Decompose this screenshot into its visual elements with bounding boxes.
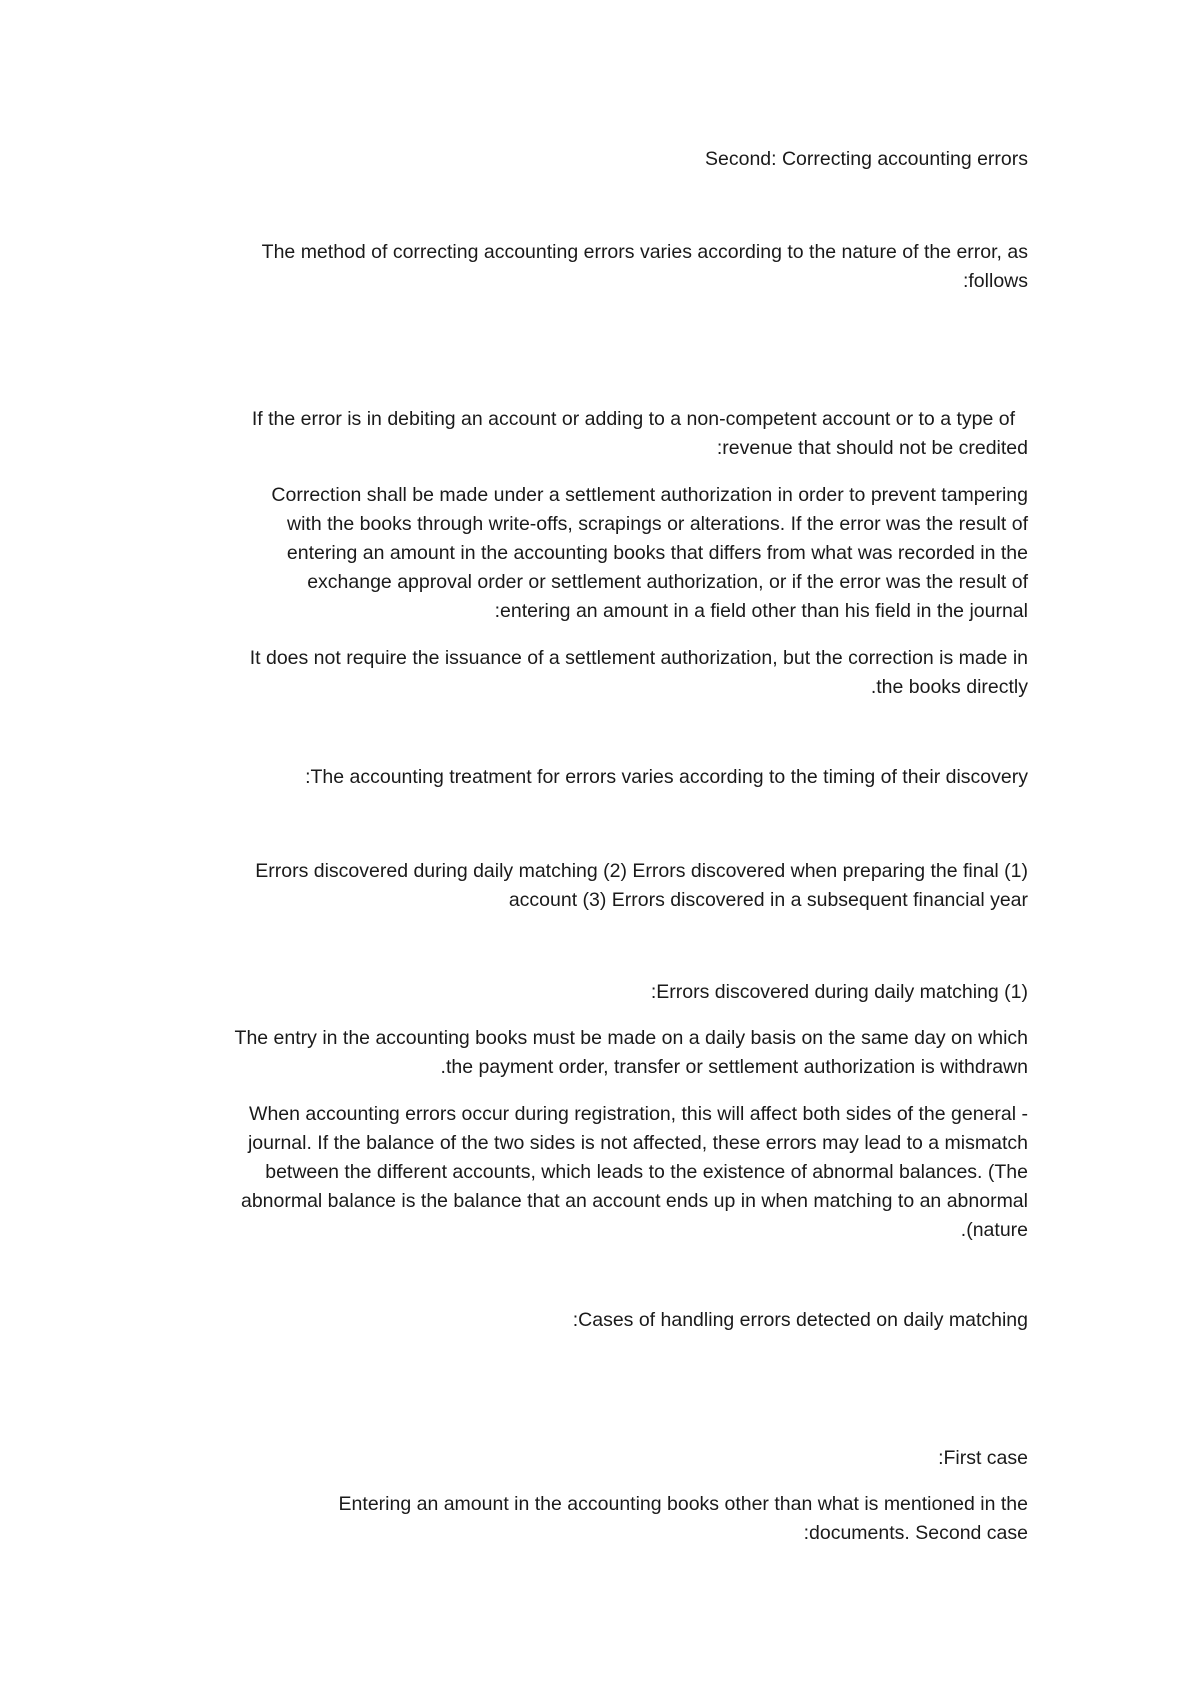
paragraph-line: Entering an amount in the accounting books other than what is mentioned in the	[338, 1493, 1028, 1515]
paragraph-line: It does not require the issuance of a settlement authorization, but the correction is made in	[249, 647, 1028, 669]
paragraph-line: entering an amount in the accounting books that differs from what was recorded in the	[286, 542, 1028, 564]
section-heading: Second: Correcting accounting errors	[705, 148, 1028, 170]
paragraph-line: .(nature	[960, 1219, 1028, 1241]
paragraph-line: :documents. Second case	[803, 1522, 1028, 1544]
paragraph-line: :The accounting treatment for errors varies according to the timing of their discovery	[305, 766, 1028, 788]
paragraph-line: The method of correcting accounting errors varies according to the nature of the error, as	[261, 241, 1028, 263]
subheading: :Cases of handling errors detected on daily matching	[572, 1309, 1028, 1331]
paragraph-line: .the payment order, transfer or settlement authorization is withdrawn	[440, 1056, 1028, 1078]
paragraph-line: Errors discovered during daily matching (2) Errors discovered when preparing the final (1)	[255, 860, 1028, 882]
paragraph-line: When accounting errors occur during registration, this will affect both sides of the general -	[249, 1103, 1028, 1125]
case-heading: :First case	[938, 1447, 1028, 1469]
paragraph-line: :entering an amount in a field other than his field in the journal	[494, 600, 1028, 622]
paragraph-line: Correction shall be made under a settlement authorization in order to prevent tampering	[271, 484, 1028, 506]
paragraph-line: :follows	[962, 270, 1028, 292]
paragraph-line: account (3) Errors discovered in a subsequent financial year	[508, 889, 1028, 911]
paragraph-line: between the different accounts, which leads to the existence of abnormal balances. (The	[265, 1161, 1028, 1183]
paragraph-line: If the error is in debiting an account or adding to a non-competent account or to a type of	[251, 408, 1015, 430]
paragraph-line: abnormal balance is the balance that an account ends up in when matching to an abnormal	[240, 1190, 1028, 1212]
paragraph-line: journal. If the balance of the two sides is not affected, these errors may lead to a mismatch	[247, 1132, 1028, 1154]
paragraph-line: with the books through write-offs, scrapings or alterations. If the error was the result of	[287, 513, 1028, 535]
paragraph-line: The entry in the accounting books must be made on a daily basis on the same day on which	[234, 1027, 1028, 1049]
subheading: :Errors discovered during daily matching (1)	[650, 981, 1028, 1003]
paragraph-line: :revenue that should not be credited	[716, 437, 1028, 459]
paragraph-line: exchange approval order or settlement authorization, or if the error was the result of	[307, 571, 1028, 593]
paragraph-line: .the books directly	[870, 676, 1028, 698]
